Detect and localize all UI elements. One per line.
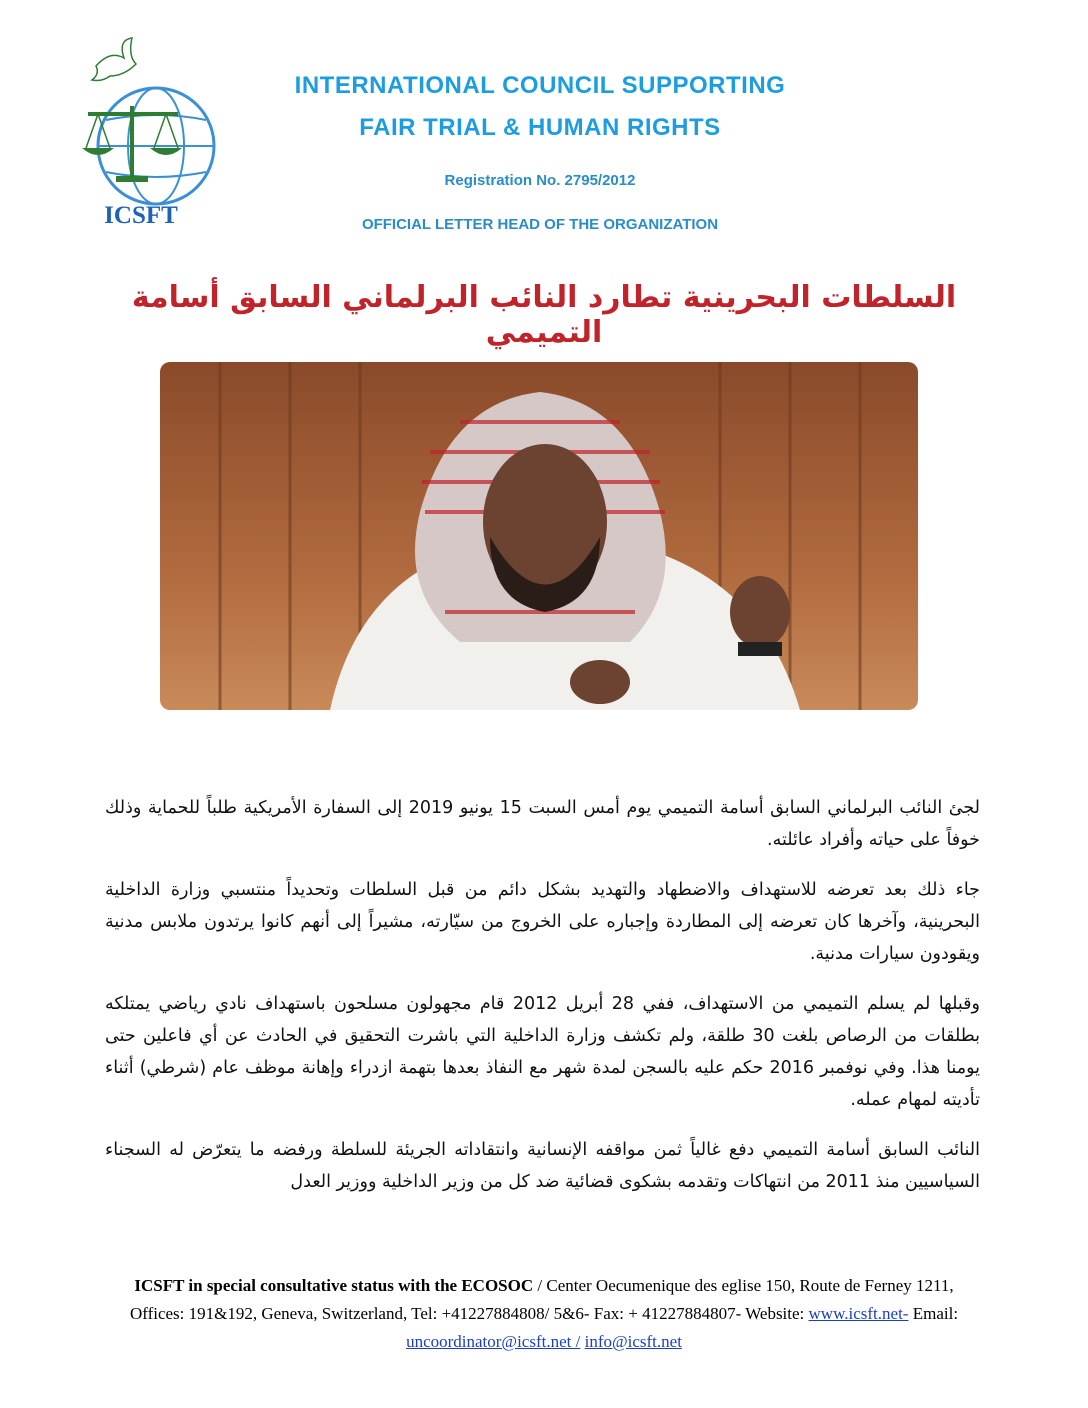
website-link[interactable]: www.icsft.net- [808, 1304, 909, 1323]
letterhead-footer [120, 1272, 968, 1356]
article-photo [160, 362, 918, 710]
paragraph: جاء ذلك بعد تعرضه للاستهداف والاضطهاد والتهديد بشكل دائم من قبل السلطات وتحديداً منتسبي وزارة الداخلية البحرينية، وآخرها كان تعرضه إلى المطاردة وإجباره على الخروج من سيّارته، مشيراً إلى أنهم كانوا يرتدون ملابس مدنية ويقودون سيارات مدنية. [105, 880, 980, 964]
footer-address: / Center Oecumenique des eglise 150, Route de Ferney 1211, Offices: 191&192, Geneva, Switzerland, Tel: +41227884808/ 5&6- Fax: + 41227884807- Website: [129, 1276, 954, 1323]
footer-status: ICSFT in special consultative status with the ECOSOC [134, 1276, 534, 1295]
article-body [105, 792, 980, 1216]
letterhead-caption: OFFICIAL LETTER HEAD OF THE ORGANIZATION [361, 216, 719, 233]
logo-emblem-icon [66, 36, 224, 206]
footer-email-label: Email: [908, 1304, 959, 1323]
registration-number: Registration No. 2795/2012 [444, 172, 636, 189]
email-link-uncoordinator[interactable]: uncoordinator@icsft.net / [406, 1332, 581, 1351]
paragraph: لجئ النائب البرلماني السابق أسامة التميمي يوم أمس السبت 15 يونيو 2019 إلى السفارة الأمريكية طلباً للحماية وذلك خوفاً على حياته وأفراد عائلته. [105, 798, 980, 850]
paragraph: النائب السابق أسامة التميمي دفع غالياً ثمن مواقفه الإنسانية وانتقاداته الجريئة للسلطة ورفضه ما يتعرّض له السجناء السياسيين منذ 2011 من انتهاكات وتقدمه بشكوى قضائية ضد كل من وزير الداخلية ووزير العدل [105, 1140, 980, 1192]
logo-text: ICSFT [104, 202, 178, 229]
org-name-line-2: FAIR TRIAL & HUMAN RIGHTS [359, 114, 721, 141]
organization-logo [66, 36, 224, 236]
article-headline: السلطات البحرينية تطارد النائب البرلماني السابق أسامة التميمي [131, 280, 957, 350]
email-link-info[interactable]: info@icsft.net [584, 1332, 682, 1351]
org-name-line-1: INTERNATIONAL COUNCIL SUPPORTING [294, 72, 786, 99]
paragraph: وقبلها لم يسلم التميمي من الاستهداف، ففي 28 أبريل 2012 قام مجهولون مسلحون باستهداف نادي رياضي يمتلكه بطلقات من الرصاص بلغت 30 طلقة، ولم تكشف وزارة الداخلية التي باشرت التحقيق في الحادث عن أي فاعلين حتى يومنا هذا. وفي نوفمبر 2016 حكم عليه بالسجن لمدة شهر مع النفاذ بعدها بتهمة ازدراء وإهانة موظف عام (شرطي) أثناء تأديته لمهام عمله. [105, 994, 980, 1110]
